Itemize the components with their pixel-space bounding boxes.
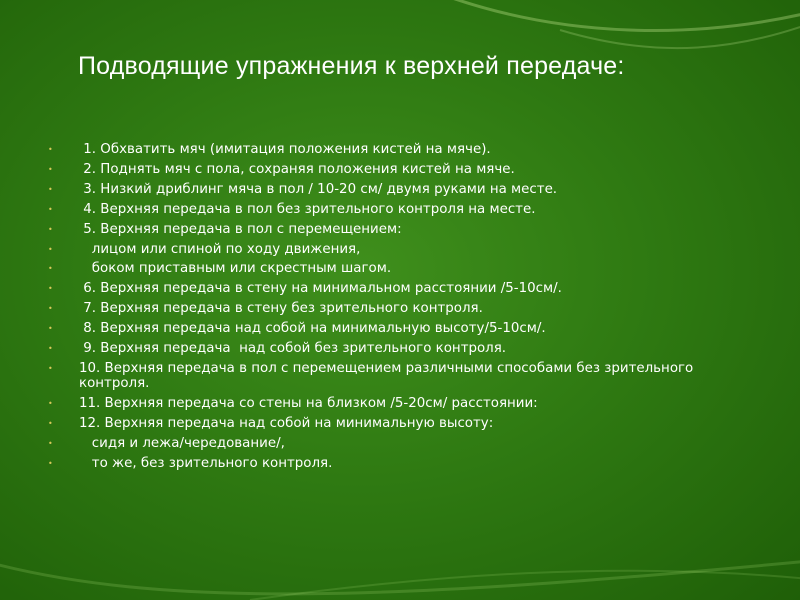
list-item	[48, 200, 748, 220]
bullet-icon: •	[48, 458, 53, 468]
bullet-icon: •	[48, 224, 53, 234]
list-item-text: 3. Низкий дриблинг мяча в пол / 10-20 см/ двумя руками на месте.	[79, 181, 558, 197]
slide-title: Подводящие упражнения к верхней передаче:	[78, 52, 625, 80]
exercise-list	[48, 140, 748, 474]
list-item	[48, 414, 748, 434]
list-item	[48, 299, 748, 319]
list-item	[48, 361, 748, 392]
list-item-text: 10. Верхняя передача в пол с перемещением различными способами без зрительного контроля.	[79, 360, 698, 392]
list-item-text: 6. Верхняя передача в стену на минимальном расстоянии /5-10см/.	[79, 281, 562, 297]
list-item	[48, 240, 748, 260]
list-item	[48, 319, 748, 339]
list-item	[48, 394, 748, 414]
list-item-text: то же, без зрительного контроля.	[79, 455, 333, 471]
list-item-text: сидя и лежа/чередование/,	[79, 435, 285, 451]
list-item	[48, 220, 748, 240]
list-item	[48, 434, 748, 454]
swoosh-line-top-1	[430, 0, 800, 30]
list-item	[48, 160, 748, 180]
bullet-icon: •	[48, 145, 53, 154]
list-item-text: 8. Верхняя передача над собой на минимальную высоту/5-10см/.	[79, 321, 546, 337]
bullet-icon: •	[48, 244, 53, 254]
list-item-text: 2. Поднять мяч с пола, сохраняя положения кистей на мяче.	[79, 161, 515, 177]
bullet-icon: •	[48, 438, 53, 448]
swoosh-line-top-2	[560, 20, 800, 48]
list-item	[48, 180, 748, 200]
list-item	[48, 339, 748, 359]
bullet-icon: •	[48, 363, 53, 373]
list-item-text: 4. Верхняя передача в пол без зрительного контроля на месте.	[79, 201, 536, 217]
list-item	[48, 140, 748, 160]
list-item-text: 9. Верхняя передача над собой без зрительного контроля.	[79, 341, 507, 357]
bullet-icon: •	[48, 304, 53, 314]
swoosh-line-bottom-1	[0, 560, 800, 594]
list-item-text: лицом или спиной по ходу движения,	[79, 241, 361, 257]
bullet-icon: •	[48, 398, 53, 408]
bullet-icon: •	[48, 264, 53, 274]
list-item-text: 7. Верхняя передача в стену без зрительного контроля.	[79, 301, 483, 317]
bullet-icon: •	[48, 418, 53, 428]
list-item	[48, 259, 748, 279]
list-item-text: 11. Верхняя передача со стены на близком /5-20см/ расстоянии:	[79, 395, 538, 411]
bullet-icon: •	[48, 344, 53, 354]
swoosh-line-bottom-2	[250, 571, 800, 600]
list-item	[48, 454, 748, 474]
list-item-text: боком приставным или скрестным шагом.	[79, 261, 392, 277]
list-item-text: 12. Верхняя передача над собой на минимальную высоту:	[79, 415, 494, 431]
bullet-icon: •	[48, 284, 53, 294]
bullet-icon: •	[48, 324, 53, 334]
bullet-icon: •	[48, 204, 53, 214]
bullet-icon: •	[48, 164, 53, 174]
bullet-icon: •	[48, 184, 53, 194]
list-item-text: 5. Верхняя передача в пол с перемещением:	[79, 221, 402, 237]
list-item-text: 1. Обхватить мяч (имитация положения кистей на мяче).	[79, 142, 491, 157]
list-item	[48, 279, 748, 299]
